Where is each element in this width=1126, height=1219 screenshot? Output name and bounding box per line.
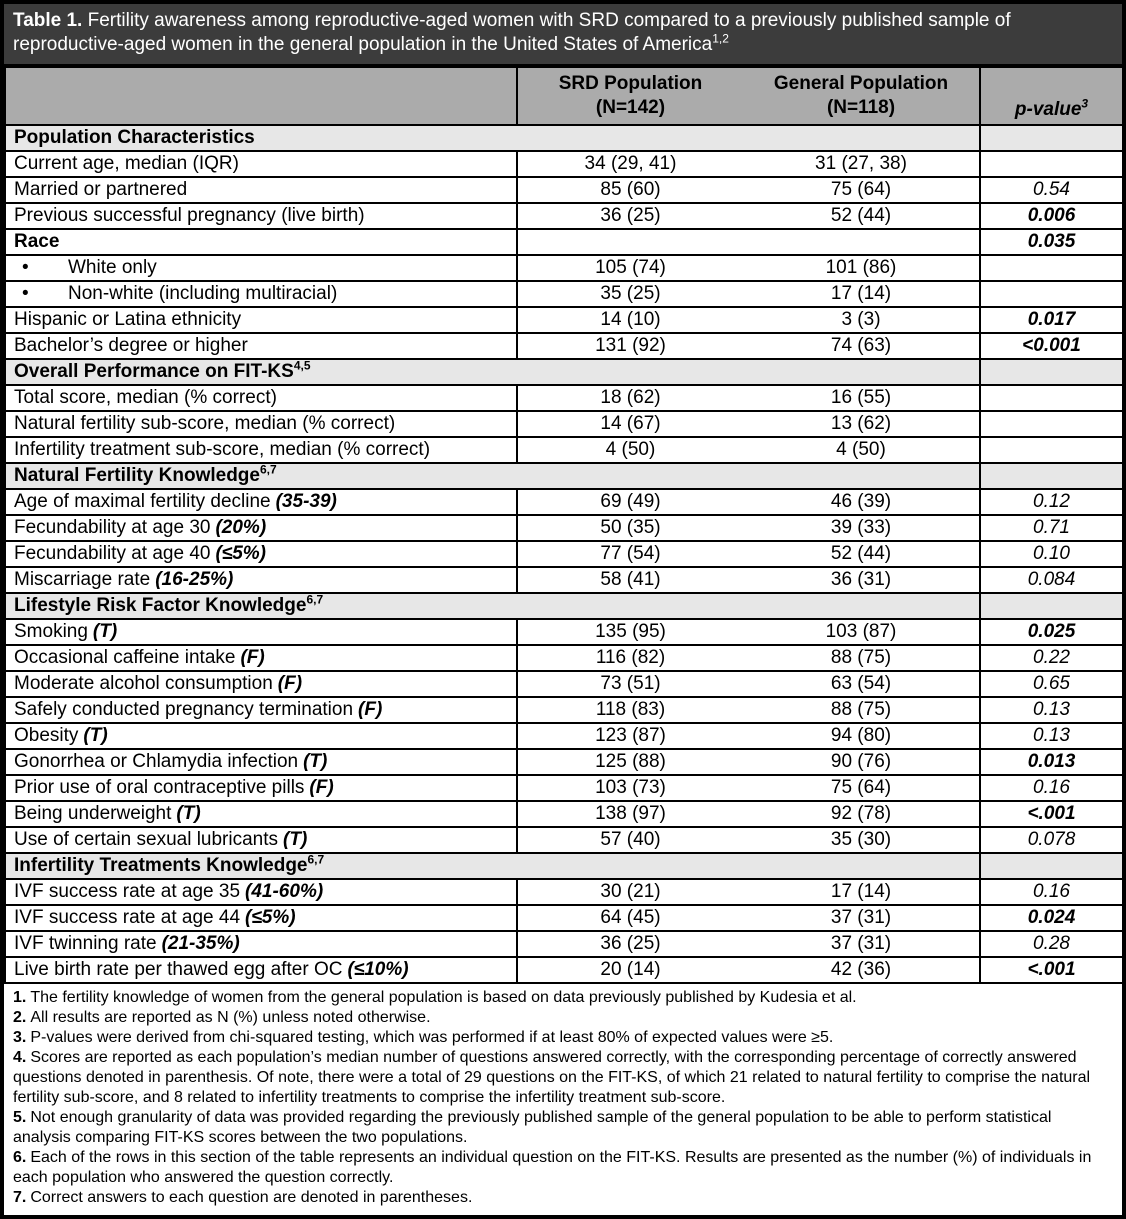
general-value-cell: 31 (27, 38) bbox=[743, 151, 980, 177]
row-label-text: White only bbox=[68, 257, 157, 278]
pvalue-cell: 0.006 bbox=[980, 203, 1123, 229]
general-value-cell: 37 (31) bbox=[743, 905, 980, 931]
bullet-icon: • bbox=[22, 283, 29, 304]
general-value-cell bbox=[743, 229, 980, 255]
table-row bbox=[5, 827, 1123, 853]
general-value-cell: 3 (3) bbox=[743, 307, 980, 333]
row-label-cell bbox=[5, 515, 517, 541]
row-label-cell bbox=[5, 255, 517, 281]
footnote bbox=[13, 1048, 1113, 1108]
table-row bbox=[5, 931, 1123, 957]
row-label-cell bbox=[5, 541, 517, 567]
table-title-superscript: 1,2 bbox=[712, 31, 729, 46]
section-title-superscript: 6,7 bbox=[259, 463, 277, 477]
srd-value-cell: 36 (25) bbox=[517, 931, 743, 957]
row-label-text: Current age, median (IQR) bbox=[14, 153, 239, 174]
srd-value-cell: 85 (60) bbox=[517, 177, 743, 203]
section-title-cell bbox=[5, 463, 980, 489]
srd-value-cell: 14 (67) bbox=[517, 411, 743, 437]
correct-answer-suffix: (41-60%) bbox=[245, 881, 324, 902]
section-title-cell bbox=[5, 359, 980, 385]
pvalue-cell: <.001 bbox=[980, 957, 1123, 983]
pvalue-cell: <.001 bbox=[980, 801, 1123, 827]
row-label-cell bbox=[5, 437, 517, 463]
row-label-text: IVF success rate at age 35 bbox=[14, 881, 241, 902]
section-title-superscript: 6,7 bbox=[307, 853, 325, 867]
table-row bbox=[5, 879, 1123, 905]
section-header-row bbox=[5, 463, 1123, 489]
table-row bbox=[5, 411, 1123, 437]
srd-value-cell bbox=[517, 229, 743, 255]
pvalue-cell: 0.28 bbox=[980, 931, 1123, 957]
pvalue-cell bbox=[980, 255, 1123, 281]
pvalue-cell: 0.013 bbox=[980, 749, 1123, 775]
pvalue-cell: 0.017 bbox=[980, 307, 1123, 333]
section-title-label: Infertility Treatments Knowledge bbox=[14, 855, 308, 876]
row-label-text: Race bbox=[14, 231, 60, 252]
row-label-text: Gonorrhea or Chlamydia infection bbox=[14, 751, 299, 772]
table-row bbox=[5, 749, 1123, 775]
footnote-number: 1. bbox=[13, 989, 27, 1006]
row-label-text: Use of certain sexual lubricants bbox=[14, 829, 279, 850]
srd-value-cell: 36 (25) bbox=[517, 203, 743, 229]
srd-value-cell: 20 (14) bbox=[517, 957, 743, 983]
row-label-cell bbox=[5, 697, 517, 723]
table-row bbox=[5, 489, 1123, 515]
srd-value-cell: 125 (88) bbox=[517, 749, 743, 775]
correct-answer-suffix: (T) bbox=[176, 803, 201, 824]
table-row bbox=[5, 151, 1123, 177]
table-row bbox=[5, 515, 1123, 541]
footnote-number: 6. bbox=[13, 1149, 27, 1166]
pvalue-cell: 0.035 bbox=[980, 229, 1123, 255]
row-label-cell bbox=[5, 619, 517, 645]
general-value-cell: 13 (62) bbox=[743, 411, 980, 437]
footnote-text: All results are reported as N (%) unless noted otherwise. bbox=[30, 1009, 431, 1026]
table-row bbox=[5, 177, 1123, 203]
row-label-text: Fecundability at age 40 bbox=[14, 543, 211, 564]
general-value-cell: 17 (14) bbox=[743, 879, 980, 905]
pvalue-cell bbox=[980, 437, 1123, 463]
srd-value-cell: 135 (95) bbox=[517, 619, 743, 645]
row-label-text: Total score, median (% correct) bbox=[14, 387, 277, 408]
correct-answer-suffix: (F) bbox=[358, 699, 383, 720]
correct-answer-suffix: (≤5%) bbox=[215, 543, 267, 564]
section-header-row bbox=[5, 853, 1123, 879]
table-row bbox=[5, 229, 1123, 255]
srd-value-cell: 4 (50) bbox=[517, 437, 743, 463]
pvalue-cell: 0.12 bbox=[980, 489, 1123, 515]
correct-answer-suffix: (T) bbox=[303, 751, 328, 772]
pvalue-cell: 0.16 bbox=[980, 879, 1123, 905]
row-label-cell bbox=[5, 281, 517, 307]
section-header-row bbox=[5, 125, 1123, 151]
table-row bbox=[5, 307, 1123, 333]
table-row bbox=[5, 541, 1123, 567]
srd-header-line2: (N=142) bbox=[595, 97, 666, 118]
footnote bbox=[13, 1108, 1113, 1148]
general-value-cell: 63 (54) bbox=[743, 671, 980, 697]
correct-answer-suffix: (F) bbox=[309, 777, 334, 798]
general-value-cell: 16 (55) bbox=[743, 385, 980, 411]
table-row bbox=[5, 671, 1123, 697]
footnote-number: 5. bbox=[13, 1109, 27, 1126]
srd-value-cell: 131 (92) bbox=[517, 333, 743, 359]
section-header-row bbox=[5, 359, 1123, 385]
row-label-text: Natural fertility sub-score, median (% correct) bbox=[14, 413, 396, 434]
pvalue-header-label: p-value bbox=[1014, 99, 1082, 120]
footnote-text: P-values were derived from chi-squared testing, which was performed if at least 80% of expected values were ≥5. bbox=[30, 1029, 834, 1046]
table-row bbox=[5, 437, 1123, 463]
general-value-cell: 52 (44) bbox=[743, 203, 980, 229]
pvalue-cell: <0.001 bbox=[980, 333, 1123, 359]
correct-answer-suffix: (T) bbox=[92, 621, 118, 642]
srd-value-cell: 123 (87) bbox=[517, 723, 743, 749]
section-title-cell bbox=[5, 593, 980, 619]
row-label-text: IVF twinning rate bbox=[14, 933, 157, 954]
correct-answer-suffix: (F) bbox=[277, 673, 303, 694]
correct-answer-suffix: (35-39) bbox=[275, 491, 337, 512]
row-label-cell bbox=[5, 671, 517, 697]
pvalue-cell: 0.078 bbox=[980, 827, 1123, 853]
srd-value-cell: 73 (51) bbox=[517, 671, 743, 697]
srd-value-cell: 35 (25) bbox=[517, 281, 743, 307]
table-row bbox=[5, 281, 1123, 307]
row-label-cell bbox=[5, 931, 517, 957]
section-pvalue-cell bbox=[980, 463, 1123, 489]
general-value-cell: 90 (76) bbox=[743, 749, 980, 775]
row-label-text: Safely conducted pregnancy termination bbox=[14, 699, 354, 720]
bullet-icon: • bbox=[22, 257, 29, 278]
general-value-cell: 35 (30) bbox=[743, 827, 980, 853]
section-title-superscript: 4,5 bbox=[293, 359, 311, 373]
srd-value-cell: 118 (83) bbox=[517, 697, 743, 723]
pvalue-cell: 0.22 bbox=[980, 645, 1123, 671]
row-label-text: Being underweight bbox=[14, 803, 172, 824]
footnote-number: 3. bbox=[13, 1029, 27, 1046]
table-row bbox=[5, 619, 1123, 645]
table-row bbox=[5, 697, 1123, 723]
footnote-text: Not enough granularity of data was provided regarding the previously published sample of the general population to be able to perform statistical analysis comparing FIT-KS scores between the two populations. bbox=[13, 1109, 1052, 1146]
general-value-cell: 36 (31) bbox=[743, 567, 980, 593]
section-pvalue-cell bbox=[980, 593, 1123, 619]
row-label-cell bbox=[5, 307, 517, 333]
srd-value-cell: 77 (54) bbox=[517, 541, 743, 567]
row-label-cell bbox=[5, 177, 517, 203]
section-title-label: Lifestyle Risk Factor Knowledge bbox=[14, 595, 307, 616]
srd-header-line1: SRD Population bbox=[558, 73, 703, 94]
general-value-cell: 94 (80) bbox=[743, 723, 980, 749]
row-label-cell bbox=[5, 879, 517, 905]
row-label-text: Infertility treatment sub-score, median (% correct) bbox=[14, 439, 431, 460]
row-label-cell bbox=[5, 827, 517, 853]
general-value-cell: 74 (63) bbox=[743, 333, 980, 359]
table-row bbox=[5, 905, 1123, 931]
table-row bbox=[5, 567, 1123, 593]
section-pvalue-cell bbox=[980, 853, 1123, 879]
table-row bbox=[5, 801, 1123, 827]
table-row bbox=[5, 957, 1123, 983]
row-label-text: Miscarriage rate bbox=[14, 569, 151, 590]
section-pvalue-cell bbox=[980, 125, 1123, 151]
general-header-line2: (N=118) bbox=[826, 97, 896, 118]
row-label-text: Hispanic or Latina ethnicity bbox=[14, 309, 242, 330]
pvalue-cell: 0.71 bbox=[980, 515, 1123, 541]
table-row bbox=[5, 255, 1123, 281]
correct-answer-suffix: (T) bbox=[83, 725, 108, 746]
correct-answer-suffix: (21-35%) bbox=[161, 933, 240, 954]
pvalue-cell bbox=[980, 281, 1123, 307]
table-row bbox=[5, 723, 1123, 749]
correct-answer-suffix: (≤5%) bbox=[245, 907, 296, 928]
row-label-cell bbox=[5, 775, 517, 801]
row-label-text: Bachelor’s degree or higher bbox=[14, 335, 248, 356]
srd-value-cell: 50 (35) bbox=[517, 515, 743, 541]
row-label-text: Prior use of oral contraceptive pills bbox=[14, 777, 305, 798]
general-value-cell: 4 (50) bbox=[743, 437, 980, 463]
row-label-text: Fecundability at age 30 bbox=[14, 517, 211, 538]
row-label-cell bbox=[5, 333, 517, 359]
footnote-text: Scores are reported as each population’s median number of questions answered correctly, with the corresponding percentage of correctly answered questions denoted in parenthesis. Of note, there were a total of 29 questions on the FIT-KS, of which 21 related to natural fertility to comprise the natural fertility sub-score, and 8 related to infertility treatments to comprise the infertility treatment sub-score. bbox=[13, 1049, 1091, 1106]
row-label-text: Age of maximal fertility decline bbox=[14, 491, 271, 512]
section-title-superscript: 6,7 bbox=[306, 593, 324, 607]
pvalue-cell: 0.65 bbox=[980, 671, 1123, 697]
pvalue-cell: 0.13 bbox=[980, 723, 1123, 749]
pvalue-cell bbox=[980, 385, 1123, 411]
row-label-cell bbox=[5, 905, 517, 931]
row-label-text: Previous successful pregnancy (live birth) bbox=[14, 205, 365, 226]
section-title-label: Population Characteristics bbox=[14, 127, 255, 148]
column-header-srd bbox=[517, 67, 743, 125]
pvalue-cell: 0.16 bbox=[980, 775, 1123, 801]
srd-value-cell: 57 (40) bbox=[517, 827, 743, 853]
srd-value-cell: 64 (45) bbox=[517, 905, 743, 931]
footnote-number: 7. bbox=[13, 1189, 27, 1206]
general-header-line1: General Population bbox=[773, 73, 949, 94]
pvalue-cell bbox=[980, 411, 1123, 437]
row-label-text: Married or partnered bbox=[14, 179, 188, 200]
column-header-pvalue bbox=[980, 67, 1123, 125]
pvalue-cell: 0.024 bbox=[980, 905, 1123, 931]
footnote-text: Each of the rows in this section of the table represents an individual question on the FIT-KS. Results are presented as the number (%) of individuals in each population who answered the question correctly. bbox=[13, 1149, 1092, 1186]
row-label-cell bbox=[5, 229, 517, 255]
pvalue-cell: 0.10 bbox=[980, 541, 1123, 567]
row-label-cell bbox=[5, 749, 517, 775]
row-label-cell bbox=[5, 151, 517, 177]
row-label-cell bbox=[5, 203, 517, 229]
table-row bbox=[5, 385, 1123, 411]
general-value-cell: 101 (86) bbox=[743, 255, 980, 281]
row-label-cell bbox=[5, 567, 517, 593]
correct-answer-suffix: (16-25%) bbox=[155, 569, 234, 590]
fertility-awareness-table bbox=[4, 66, 1124, 984]
correct-answer-suffix: (≤10%) bbox=[347, 959, 409, 980]
row-label-cell bbox=[5, 801, 517, 827]
footnote bbox=[13, 1028, 1113, 1048]
srd-value-cell: 30 (21) bbox=[517, 879, 743, 905]
general-value-cell: 88 (75) bbox=[743, 645, 980, 671]
row-label-text: Smoking bbox=[14, 621, 88, 642]
correct-answer-suffix: (T) bbox=[283, 829, 308, 850]
table-number-label: Table 1. bbox=[13, 10, 83, 31]
general-value-cell: 52 (44) bbox=[743, 541, 980, 567]
footnotes bbox=[4, 984, 1122, 1215]
row-label-text: Live birth rate per thawed egg after OC bbox=[14, 959, 343, 980]
row-label-text: IVF success rate at age 44 bbox=[14, 907, 241, 928]
row-label-cell bbox=[5, 411, 517, 437]
srd-value-cell: 69 (49) bbox=[517, 489, 743, 515]
column-header-general bbox=[743, 67, 980, 125]
row-label-cell bbox=[5, 385, 517, 411]
pvalue-header-superscript: 3 bbox=[1081, 96, 1089, 111]
table-row bbox=[5, 203, 1123, 229]
general-value-cell: 103 (87) bbox=[743, 619, 980, 645]
pvalue-cell: 0.084 bbox=[980, 567, 1123, 593]
footnote bbox=[13, 1148, 1113, 1188]
general-value-cell: 46 (39) bbox=[743, 489, 980, 515]
table-title-bar bbox=[4, 4, 1122, 66]
pvalue-cell: 0.025 bbox=[980, 619, 1123, 645]
row-label-cell bbox=[5, 489, 517, 515]
footnote-number: 4. bbox=[13, 1049, 27, 1066]
section-title-cell bbox=[5, 853, 980, 879]
table-row bbox=[5, 333, 1123, 359]
row-label-cell bbox=[5, 645, 517, 671]
row-label-text: Obesity bbox=[14, 725, 79, 746]
section-header-row bbox=[5, 593, 1123, 619]
pvalue-cell: 0.54 bbox=[980, 177, 1123, 203]
correct-answer-suffix: (F) bbox=[240, 647, 265, 668]
section-title-label: Natural Fertility Knowledge bbox=[14, 465, 260, 486]
row-label-cell bbox=[5, 723, 517, 749]
section-title-label: Overall Performance on FIT-KS bbox=[14, 361, 294, 382]
srd-value-cell: 34 (29, 41) bbox=[517, 151, 743, 177]
table-body bbox=[5, 125, 1123, 983]
row-label-text: Occasional caffeine intake bbox=[14, 647, 236, 668]
srd-value-cell: 58 (41) bbox=[517, 567, 743, 593]
footnote bbox=[13, 1188, 1113, 1208]
correct-answer-suffix: (20%) bbox=[215, 517, 267, 538]
srd-value-cell: 116 (82) bbox=[517, 645, 743, 671]
section-title-cell bbox=[5, 125, 980, 151]
footnote-number: 2. bbox=[13, 1009, 27, 1026]
general-value-cell: 75 (64) bbox=[743, 177, 980, 203]
general-value-cell: 39 (33) bbox=[743, 515, 980, 541]
general-value-cell: 75 (64) bbox=[743, 775, 980, 801]
srd-value-cell: 138 (97) bbox=[517, 801, 743, 827]
srd-value-cell: 14 (10) bbox=[517, 307, 743, 333]
general-value-cell: 42 (36) bbox=[743, 957, 980, 983]
pvalue-cell bbox=[980, 151, 1123, 177]
footnote-text: Correct answers to each question are denoted in parentheses. bbox=[30, 1189, 473, 1206]
srd-value-cell: 103 (73) bbox=[517, 775, 743, 801]
section-pvalue-cell bbox=[980, 359, 1123, 385]
general-value-cell: 37 (31) bbox=[743, 931, 980, 957]
column-header-row bbox=[5, 67, 1123, 125]
row-label-cell bbox=[5, 957, 517, 983]
table-title-text: Fertility awareness among reproductive-aged women with SRD compared to a previously published sample of reproductive-aged women in the general population in the United States of America bbox=[13, 10, 1011, 55]
general-value-cell: 88 (75) bbox=[743, 697, 980, 723]
general-value-cell: 92 (78) bbox=[743, 801, 980, 827]
row-label-text: Non-white (including multiracial) bbox=[68, 283, 338, 304]
table-row bbox=[5, 775, 1123, 801]
column-header-empty bbox=[5, 67, 517, 125]
footnote-text: The fertility knowledge of women from the general population is based on data previously published by Kudesia et al. bbox=[30, 989, 857, 1006]
table-row bbox=[5, 645, 1123, 671]
row-label-text: Moderate alcohol consumption bbox=[14, 673, 273, 694]
footnote bbox=[13, 1008, 1113, 1028]
footnote bbox=[13, 988, 1113, 1008]
srd-value-cell: 18 (62) bbox=[517, 385, 743, 411]
pvalue-cell: 0.13 bbox=[980, 697, 1123, 723]
general-value-cell: 17 (14) bbox=[743, 281, 980, 307]
srd-value-cell: 105 (74) bbox=[517, 255, 743, 281]
